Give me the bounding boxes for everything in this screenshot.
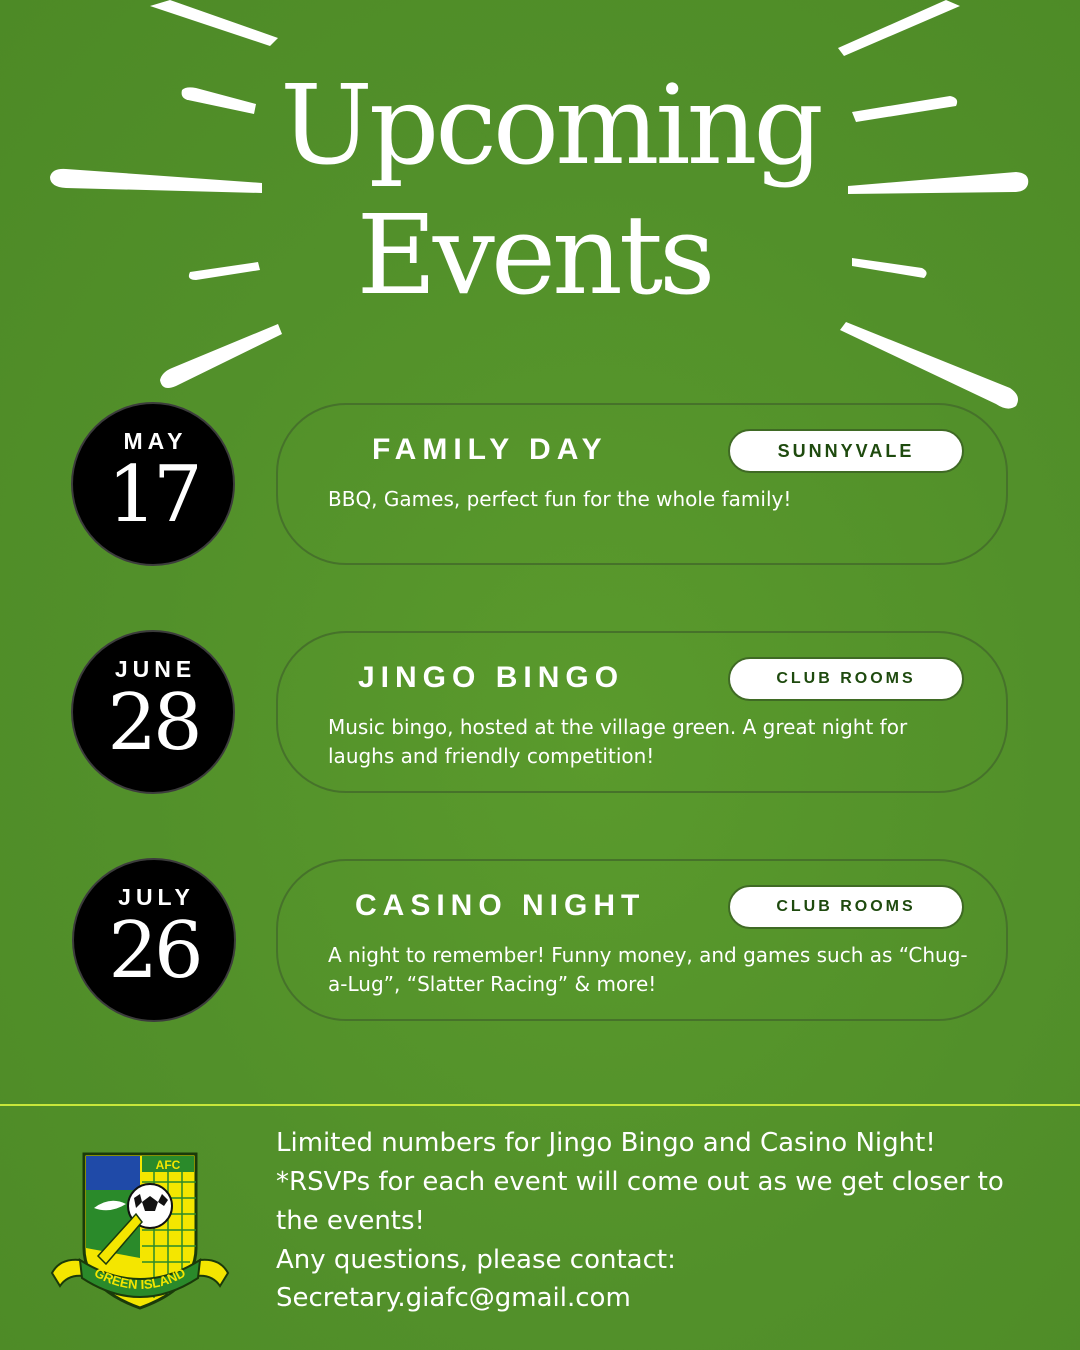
event-description: A night to remember! Funny money, and games such as “Chug-a-Lug”, “Slatter Racing” & more!: [328, 943, 968, 996]
event-title: JINGO BINGO: [358, 661, 625, 694]
venue-badge: SUNNYVALE: [728, 429, 964, 473]
venue-badge: CLUB ROOMS: [728, 657, 964, 701]
venue-badge: CLUB ROOMS: [728, 885, 964, 929]
date-month: MAY: [123, 428, 188, 454]
event-card-family-day: [276, 403, 1008, 565]
event-description: BBQ, Games, perfect fun for the whole family!: [328, 487, 792, 511]
date-day: 28: [107, 678, 199, 768]
date-month: JULY: [118, 884, 195, 910]
date-badge-family-day: [71, 402, 235, 566]
date-day: 26: [108, 906, 200, 996]
date-badge-jingo-bingo: [71, 630, 235, 794]
footer-divider: [0, 1104, 1080, 1106]
club-crest-logo: [50, 1148, 230, 1313]
svg-text:AFC: AFC: [155, 1158, 181, 1172]
contact-email[interactable]: Secretary.giafc@gmail.com: [276, 1283, 631, 1313]
event-card-casino-night: [276, 859, 1008, 1021]
date-day: 17: [107, 450, 199, 540]
event-title: CASINO NIGHT: [355, 889, 646, 922]
svg-text:GREEN ISLAND: GREEN ISLAND: [91, 1264, 189, 1293]
event-title: FAMILY DAY: [372, 433, 608, 466]
page-title-line-2: Events: [356, 191, 712, 319]
page-title-line-1: Upcoming: [280, 61, 820, 189]
date-badge-casino-night: [72, 858, 236, 1022]
date-month: JUNE: [114, 656, 197, 682]
event-description: Music bingo, hosted at the village green. A great night for laughs and friendly competition!: [328, 715, 908, 768]
footer-notice: Limited numbers for Jingo Bingo and Casino Night! *RSVPs for each event will come out as we get closer to the events! Any questions, please contact:: [276, 1128, 1004, 1275]
event-card-jingo-bingo: [276, 631, 1008, 793]
